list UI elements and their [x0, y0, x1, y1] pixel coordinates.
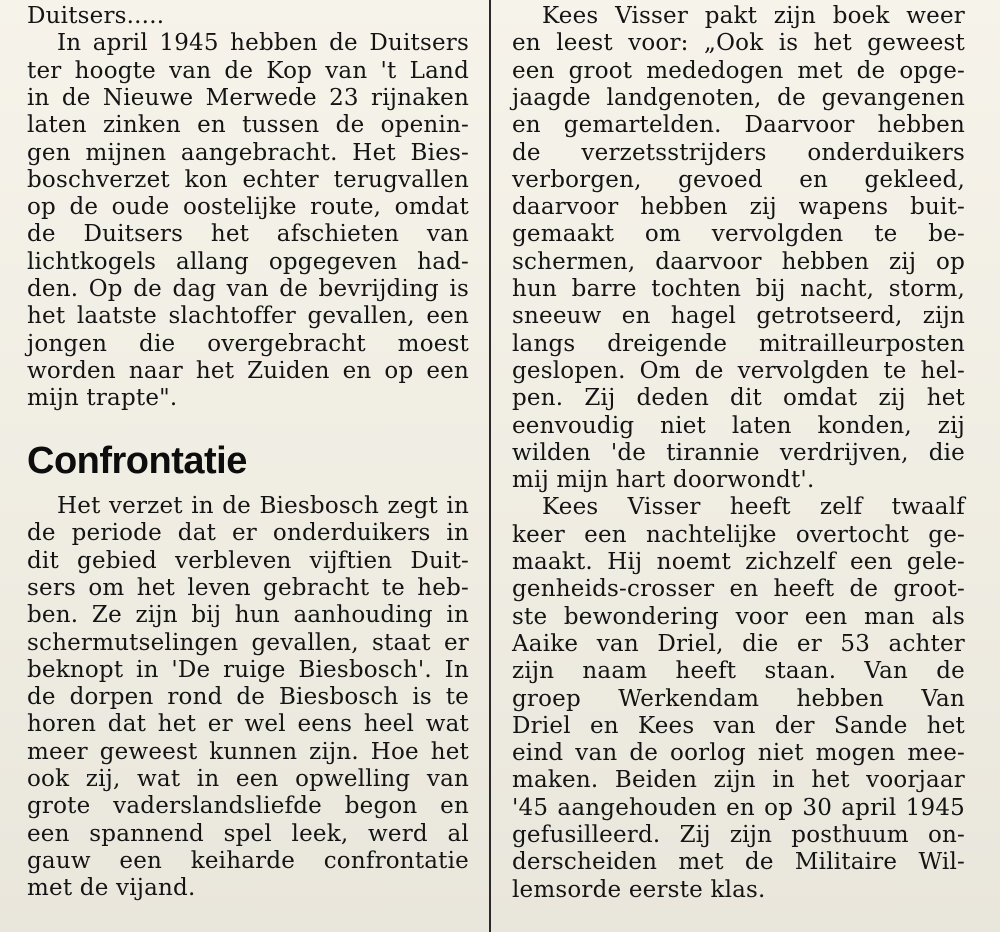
column-rule: [489, 0, 491, 932]
text-line: lemsorde eerste klas.: [512, 876, 766, 903]
text-line: derscheiden met de Militaire Wil-: [512, 849, 965, 876]
text-line: de Duitsers het afschieten van: [27, 221, 469, 248]
text-line: boschverzet kon echter terugvallen: [27, 166, 469, 193]
text-line: Het verzet in de Biesbosch zegt in: [57, 493, 469, 519]
text-line: jongen die overgebracht moest: [27, 330, 469, 357]
text-line: keer een nachtelijke overtocht ge-: [512, 521, 965, 548]
text-line: ook zij, wat in een opwelling van: [27, 766, 469, 792]
text-line: beknopt in 'De ruige Biesbosch'. In: [27, 656, 469, 683]
text-line: gauw een keiharde confrontatie: [27, 847, 469, 874]
text-line: zijn naam heeft staan. Van de: [512, 658, 965, 685]
text-line: worden naar het Zuiden en op een: [27, 357, 469, 384]
text-line: Driel en Kees van der Sande het: [512, 712, 965, 739]
text-line: Aaike van Driel, die er 53 achter: [512, 630, 965, 657]
text-line: laten zinken en tussen de openin-: [27, 112, 469, 139]
text-line: gemaakt om vervolgden te be-: [512, 221, 965, 248]
text-line: gefusilleerd. Zij zijn posthuum on-: [512, 822, 965, 848]
text-line: de verzetsstrijders onderduikers: [512, 139, 965, 166]
text-line: grote vaderslandsliefde begon en: [27, 793, 469, 820]
text-line: den. Op de dag van de bevrijding is: [27, 276, 469, 302]
text-line: eind van de oorlog niet mogen mee-: [512, 740, 965, 767]
text-line: ben. Ze zijn bij hun aanhouding in: [27, 602, 469, 629]
text-line: en gemartelden. Daarvoor hebben: [512, 112, 965, 139]
text-line: verborgen, gevoed en gekleed,: [512, 166, 965, 193]
text-line: geslopen. Om de vervolgden te hel-: [512, 357, 965, 384]
text-line: Kees Visser pakt zijn boek weer: [542, 3, 965, 29]
text-line: op de oude oostelijke route, omdat: [27, 194, 469, 221]
text-line: de dorpen rond de Biesbosch is te: [27, 684, 469, 711]
text-line: '45 aangehouden en op 30 april 1945: [512, 794, 965, 821]
text-line: het laatste slachtoffer gevallen, een: [27, 303, 469, 330]
text-line: wilden 'de tirannie verdrijven, die: [512, 439, 965, 466]
text-line: horen dat het er wel eens heel wat: [27, 711, 469, 738]
text-line: de periode dat er onderduikers in: [27, 520, 469, 547]
text-line: jaagde landgenoten, de gevangenen: [512, 84, 965, 111]
text-line: Duitsers.....: [27, 3, 165, 29]
text-line: meer geweest kunnen zijn. Hoe het: [27, 738, 469, 765]
text-line: genheids-crosser en heeft de groot-: [512, 576, 965, 603]
text-line: een groot mededogen met de opge-: [512, 57, 965, 84]
text-line: groep Werkendam hebben Van: [512, 685, 965, 712]
text-line: met de vijand.: [27, 875, 196, 902]
text-line: maken. Beiden zijn in het voorjaar: [512, 767, 965, 794]
text-line: daarvoor hebben zij wapens buit-: [512, 194, 965, 221]
section-heading: Confrontatie: [27, 440, 247, 482]
text-line: In april 1945 hebben de Duitsers: [57, 30, 469, 57]
text-line: schermen, daarvoor hebben zij op: [512, 248, 965, 275]
text-line: dit gebied verbleven vijftien Duit-: [27, 547, 469, 574]
text-line: gen mijnen aangebracht. Het Bies-: [27, 139, 469, 166]
text-line: pen. Zij deden dit omdat zij het: [512, 385, 965, 412]
text-line: Kees Visser heeft zelf twaalf: [542, 494, 965, 521]
text-line: ste bewondering voor een man als: [512, 603, 965, 630]
text-line: hun barre tochten bij nacht, storm,: [512, 276, 965, 302]
text-line: eenvoudig niet laten konden, zij: [512, 412, 965, 439]
text-line: en leest voor: „Ook is het geweest: [512, 30, 965, 57]
text-line: sneeuw en hagel getrotseerd, zijn: [512, 303, 965, 330]
text-line: langs dreigende mitrailleurposten: [512, 330, 965, 357]
text-line: maakt. Hij noemt zichzelf een gele-: [512, 549, 965, 575]
text-line: een spannend spel leek, werd al: [27, 820, 469, 847]
text-line: in de Nieuwe Merwede 23 rijnaken: [27, 84, 469, 111]
text-line: ter hoogte van de Kop van 't Land: [27, 57, 469, 84]
text-line: schermutselingen gevallen, staat er: [27, 629, 469, 656]
text-line: sers om het leven gebracht te heb-: [27, 574, 469, 601]
text-line: mijn trapte".: [27, 385, 178, 412]
text-line: mij mijn hart doorwondt'.: [512, 467, 815, 494]
text-line: lichtkogels allang opgegeven had-: [27, 248, 469, 275]
